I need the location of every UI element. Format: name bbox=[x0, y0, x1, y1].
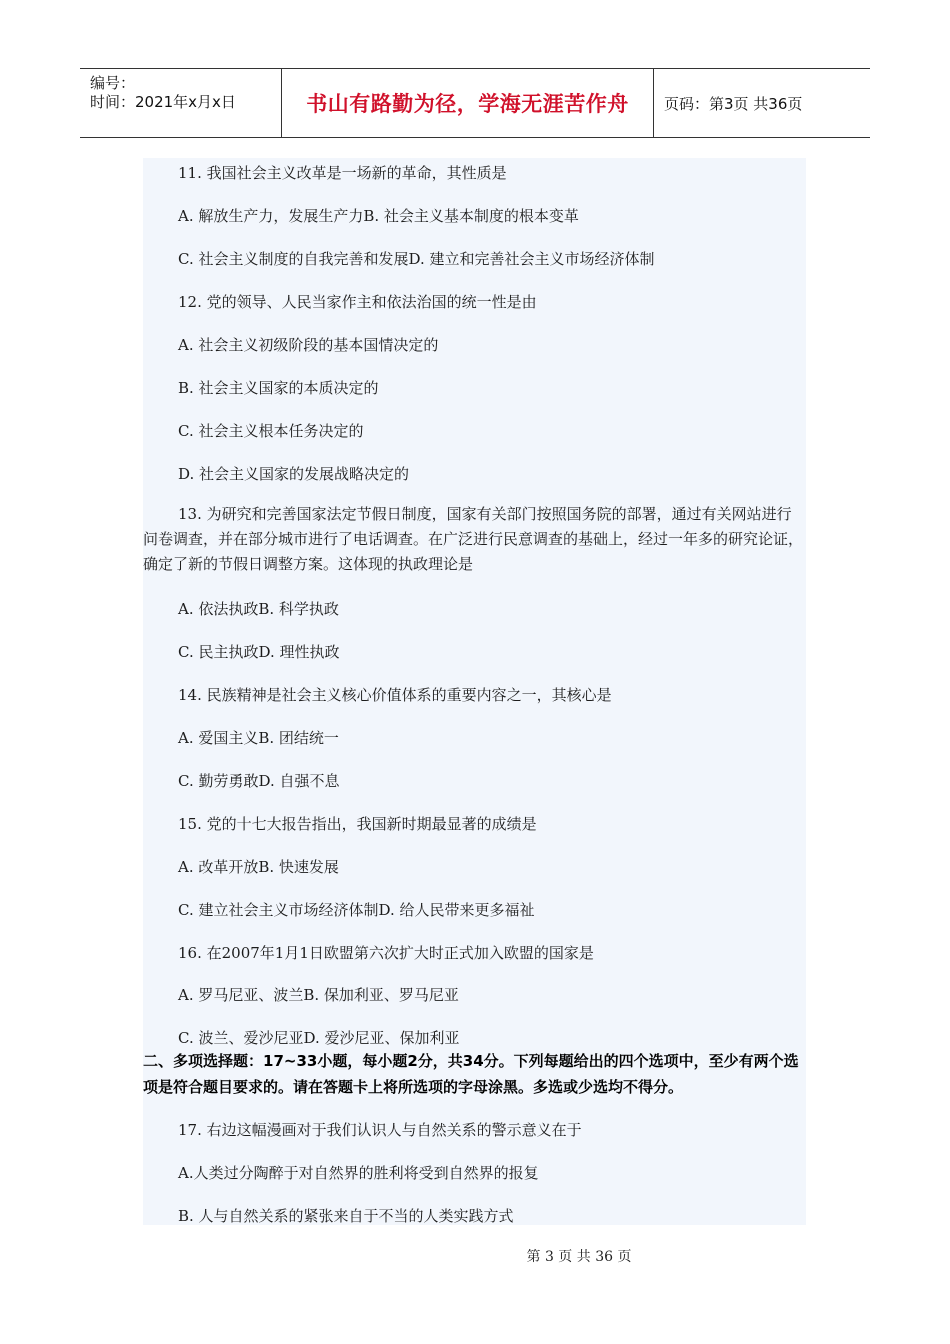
question-11: 11. 我国社会主义改革是一场新的革命，其性质是 bbox=[178, 164, 507, 182]
number-label: 编号： bbox=[90, 74, 136, 92]
question-14-options-ab: A. 爱国主义B. 团结统一 bbox=[178, 729, 339, 747]
footer-page-number: 第 3 页 共 36 页 bbox=[526, 1249, 632, 1265]
question-11-options-ab: A. 解放生产力，发展生产力B. 社会主义基本制度的根本变革 bbox=[178, 207, 579, 225]
question-14-options-cd: C. 勤劳勇敢D. 自强不息 bbox=[178, 772, 340, 790]
header-meta bbox=[80, 69, 282, 137]
question-15: 15. 党的十七大报告指出，我国新时期最显著的成绩是 bbox=[178, 815, 537, 833]
time-label: 时间：2021年x月x日 bbox=[90, 93, 236, 111]
header-motto-cell bbox=[282, 69, 654, 137]
question-12-option-c: C. 社会主义根本任务决定的 bbox=[178, 422, 364, 440]
question-12-option-d: D. 社会主义国家的发展战略决定的 bbox=[178, 465, 410, 483]
motto: 书山有路勤为径，学海无涯苦作舟 bbox=[306, 92, 629, 116]
page-header bbox=[80, 68, 870, 138]
question-17-option-a: A.人类过分陶醉于对自然界的胜利将受到自然界的报复 bbox=[178, 1164, 539, 1182]
question-17: 17. 右边这幅漫画对于我们认识人与自然关系的警示意义在于 bbox=[178, 1121, 582, 1139]
question-16: 16. 在2007年1月1日欧盟第六次扩大时正式加入欧盟的国家是 bbox=[178, 944, 594, 962]
question-13-options-cd: C. 民主执政D. 理性执政 bbox=[178, 643, 340, 661]
header-page-info: 页码：第3页 共36页 bbox=[664, 94, 803, 113]
question-11-options-cd: C. 社会主义制度的自我完善和发展D. 建立和完善社会主义市场经济体制 bbox=[178, 250, 655, 268]
question-15-options-ab: A. 改革开放B. 快速发展 bbox=[178, 858, 339, 876]
question-12-option-b: B. 社会主义国家的本质决定的 bbox=[178, 379, 379, 397]
question-13: 13. 为研究和完善国家法定节假日制度，国家有关部门按照国务院的部署，通过有关网站进行问卷调查，并在部分城市进行了电话调查。在广泛进行民意调查的基础上，经过一年多的研究论证，确定了新的节假日调整方案。这体现的执政理论是 bbox=[143, 505, 804, 573]
question-15-options-cd: C. 建立社会主义市场经济体制D. 给人民带来更多福祉 bbox=[178, 901, 535, 919]
question-13-options-ab: A. 依法执政B. 科学执政 bbox=[178, 600, 339, 618]
question-12: 12. 党的领导、人民当家作主和依法治国的统一性是由 bbox=[178, 293, 537, 311]
page-footer bbox=[0, 1246, 950, 1266]
question-12-option-a: A. 社会主义初级阶段的基本国情决定的 bbox=[178, 336, 439, 354]
document-body bbox=[143, 158, 806, 1225]
question-14: 14. 民族精神是社会主义核心价值体系的重要内容之一，其核心是 bbox=[178, 686, 612, 704]
section-2-heading: 二、多项选择题：17~33小题，每小题2分，共34分。下列每题给出的四个选项中，至少有两个选项是符合题目要求的。请在答题卡上将所选项的字母涂黑。多选或少选均不得分。 bbox=[143, 1052, 799, 1096]
question-16-options-cd: C. 波兰、爱沙尼亚D. 爱沙尼亚、保加利亚 bbox=[178, 1029, 460, 1047]
question-17-option-b: B. 人与自然关系的紧张来自于不当的人类实践方式 bbox=[178, 1207, 514, 1225]
question-16-options-ab: A. 罗马尼亚、波兰B. 保加利亚、罗马尼亚 bbox=[178, 986, 459, 1004]
